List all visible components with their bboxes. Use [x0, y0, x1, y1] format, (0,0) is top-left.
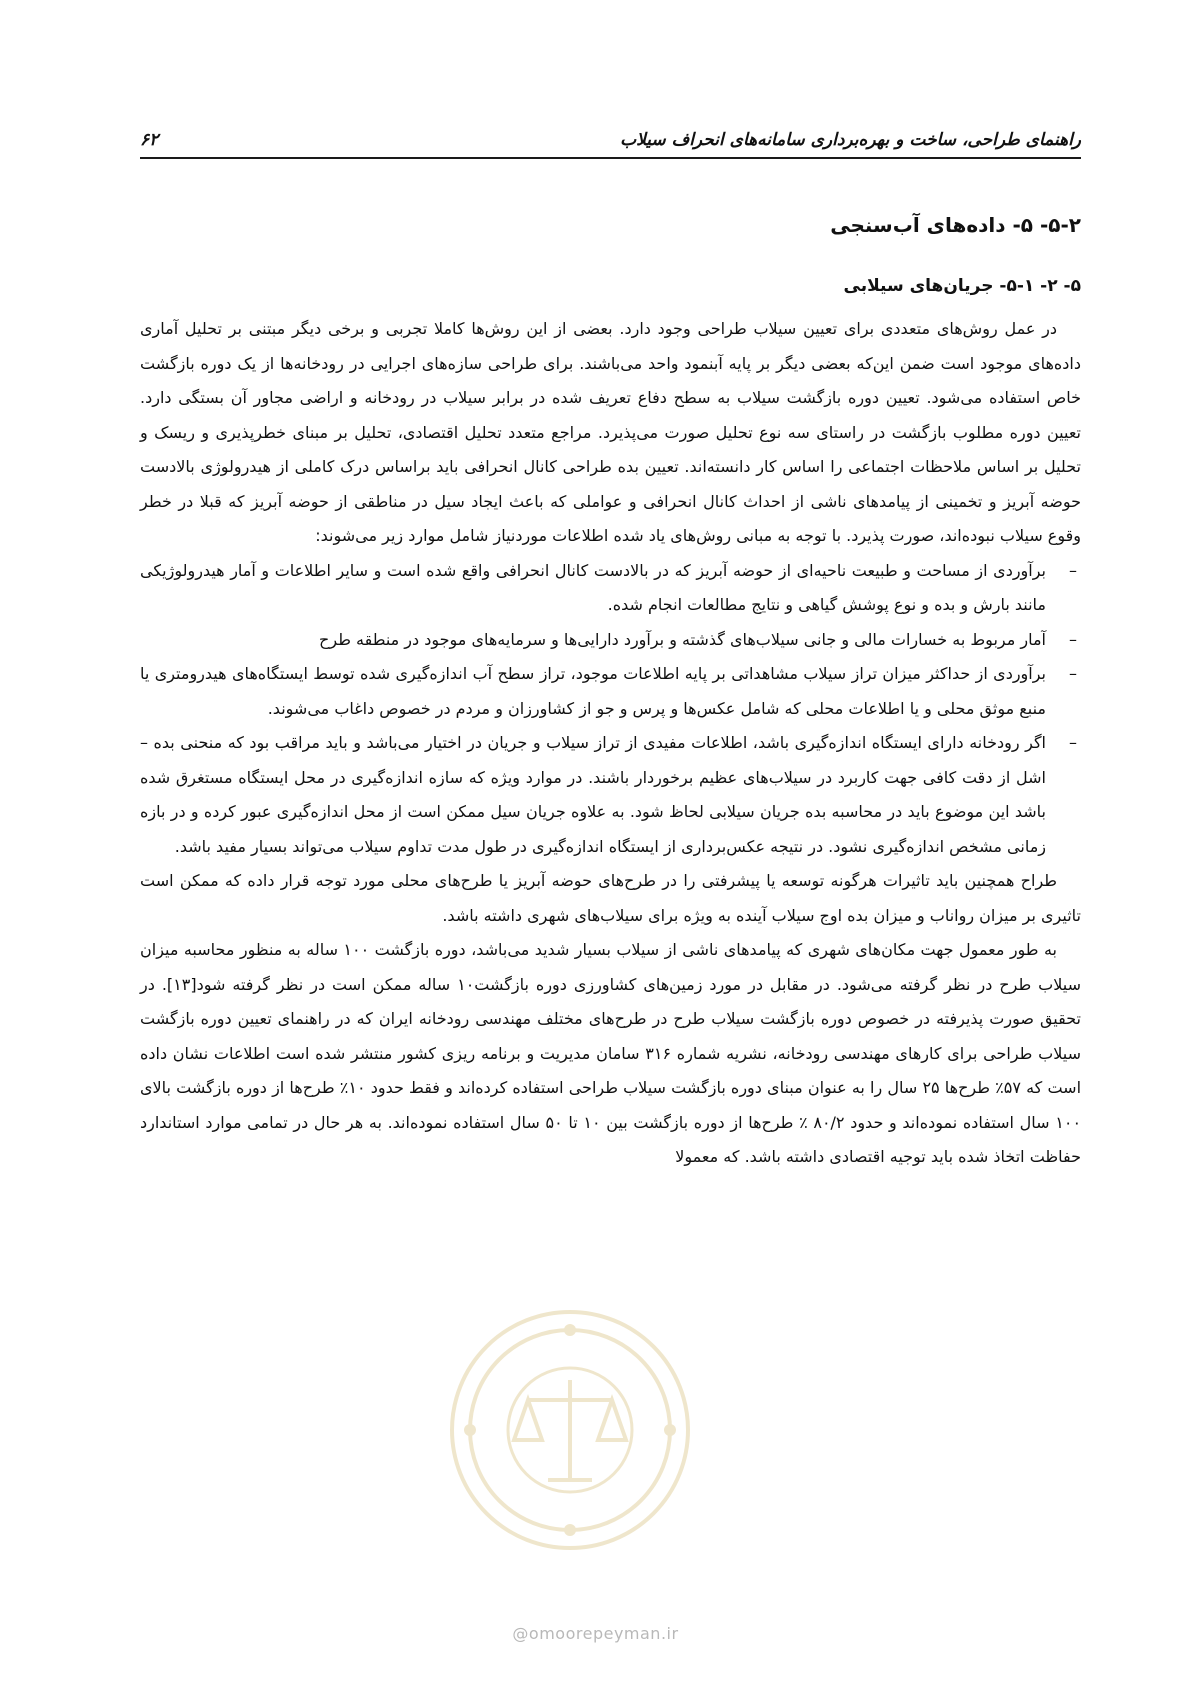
bullet-marker: –	[1069, 560, 1077, 580]
section-heading: ۵-۲- ۵- داده‌های آب‌سنجی	[830, 213, 1081, 237]
list-item	[140, 554, 1081, 623]
main-content	[140, 210, 1081, 1175]
list-item-text: آمار مربوط به خسارات مالی و جانی سیلاب‌های گذشته و برآورد دارایی‌ها و سرمایه‌های موجود در منطقه طرح	[319, 629, 1046, 649]
requirements-list	[140, 554, 1081, 865]
bullet-marker: –	[1069, 629, 1077, 649]
paragraph-designer-note: طراح همچنین باید تاثیرات هرگونه توسعه یا پیشرفتی را در طرح‌های حوضه آبریز یا طرح‌های محلی مورد توجه قرار داده که ممکن است تاثیری بر میزان رواناب و میزان بده اوج سیلاب آینده به ویژه برای سیلاب‌های شهری داشته باشد.	[140, 871, 1081, 925]
list-item-text: برآوردی از حداکثر میزان تراز سیلاب مشاهداتی بر پایه اطلاعات موجود، تراز سطح آب اندازه‌گیری شده توسط ایستگاه‌های هیدرومتری یا منبع موثق محلی و یا اطلاعات محلی که شامل عکس‌ها و پرس و جو از کشاورزان و مردم در خصوص داغاب می‌شوند.	[140, 664, 1046, 718]
header-title: راهنمای طراحی، ساخت و بهره‌برداری سامانه‌های انحراف سیلاب	[620, 130, 1081, 150]
page-number: ۶۲	[140, 130, 159, 150]
list-item	[140, 623, 1081, 658]
paragraph-intro: در عمل روش‌های متعددی برای تعیین سیلاب طراحی وجود دارد. بعضی از این روش‌ها کاملا تجربی و برخی دیگر مبتنی بر تحلیل آماری داده‌های موجود است ضمن این‌که بعضی دیگر بر پایه آبنمود واحد می‌باشند. برای طراحی سازه‌های اجرایی در رودخانه‌ها از یک دوره بازگشت خاص استفاده می‌شود. تعیین دوره بازگشت سیلاب به سطح دفاع تعریف شده در برابر سیلاب در رودخانه و اراضی مجاور آن بستگی دارد. تعیین دوره مطلوب بازگشت در راستای سه نوع تحلیل صورت می‌پذیرد. مراجع متعدد تحلیل اقتصادی، تحلیل بر مبنای خطرپذیری و ریسک و تحلیل بر اساس ملاحظات اجتماعی را اساس کار دانسته‌اند. تعیین بده طراحی کانال انحرافی باید براساس درک کاملی از هیدرولوژی بالادست حوضه آبریز و تخمینی از پیامدهای ناشی از احداث کانال انحرافی و عواملی که باعث ایجاد سیل در مناطقی از حوضه آبریز که قبلا در خطر وقوع سیلاب نبوده‌اند، صورت پذیرد. با توجه به مبانی روش‌های یاد شده اطلاعات موردنیاز شامل موارد زیر می‌شوند:	[140, 319, 1081, 545]
subsection-heading: ۵- ۲- ۵-۱- جریان‌های سیلابی	[843, 276, 1081, 296]
paragraph-return-period: به طور معمول جهت مکان‌های شهری که پیامدهای ناشی از سیلاب بسیار شدید می‌باشد، دوره بازگشت ۱۰۰ ساله به منظور محاسبه میزان سیلاب طرح در نظر گرفته می‌شود. در مقابل در مورد زمین‌های کشاورزی دوره بازگشت۱۰ ساله ممکن است در نظر گرفته شود[۱۳]. در تحقیق صورت پذیرفته در خصوص دوره بازگشت سیلاب طرح در طرح‌های مختلف مهندسی رودخانه ایران که در راهنمای تعیین دوره بازگشت سیلاب طراحی برای کارهای مهندسی رودخانه، نشریه شماره ۳۱۶ سامان مدیریت و برنامه ریزی کشور منتشر شده است اطلاعات نشان داده است که ۵۷٪ طرح‌ها ۲۵ سال را به عنوان مبنای دوره بازگشت سیلاب طراحی استفاده کرده‌اند و فقط حدود ۱۰٪ طرح‌ها از دوره بازگشت بالای ۱۰۰ سال استفاده نموده‌اند و حدود ۸۰/۲ ٪ طرح‌ها از دوره بازگشت بین ۱۰ تا ۵۰ سال استفاده نموده‌اند. به هر حال در تمامی موارد استاندارد حفاظت اتخاذ شده باید توجیه اقتصادی داشته باشد. که معمولا	[140, 940, 1082, 1166]
list-item	[140, 657, 1081, 726]
bullet-marker: –	[1069, 664, 1077, 683]
list-item-text: اگر رودخانه دارای ایستگاه اندازه‌گیری باشد، اطلاعات مفیدی از تراز سیلاب و جریان در اختیار می‌باشد و باید مراقب بود که منحنی بده – اشل از دقت کافی جهت کاربرد در سیلاب‌های عظیم برخوردار باشند. در موارد ویژه که سازه اندازه‌گیری در محل ایستگاه مستغرق شده باشد این موضوع باید در محاسبه بده جریان سیلابی لحاظ شود. به علاوه جریان سیل ممکن است از محل اندازه‌گیری عبور کرده و در بازه زمانی مشخص اندازه‌گیری نشود. در نتیجه عکس‌برداری از ایستگاه اندازه‌گیری در طول مدت تداوم سیلاب می‌تواند بسیار مفید باشد.	[140, 733, 1046, 856]
watermark-site	[0, 1624, 1191, 1643]
list-item-text: برآوردی از مساحت و طبیعت ناحیه‌ای از حوضه آبریز که در بالادست کانال انحرافی واقع شده است و سایر اطلاعات و آمار هیدرولوژیکی مانند بارش و بده و نوع پوشش گیاهی و نتایج مطالعات انجام شده.	[140, 560, 1046, 614]
at-icon: @	[512, 1624, 529, 1643]
header-divider	[140, 157, 1081, 159]
bullet-marker: –	[1069, 733, 1077, 752]
list-item	[140, 726, 1081, 864]
scales-of-justice-seal-icon	[440, 1300, 700, 1560]
watermark-site-text: omoorepeyman.ir	[528, 1624, 679, 1643]
